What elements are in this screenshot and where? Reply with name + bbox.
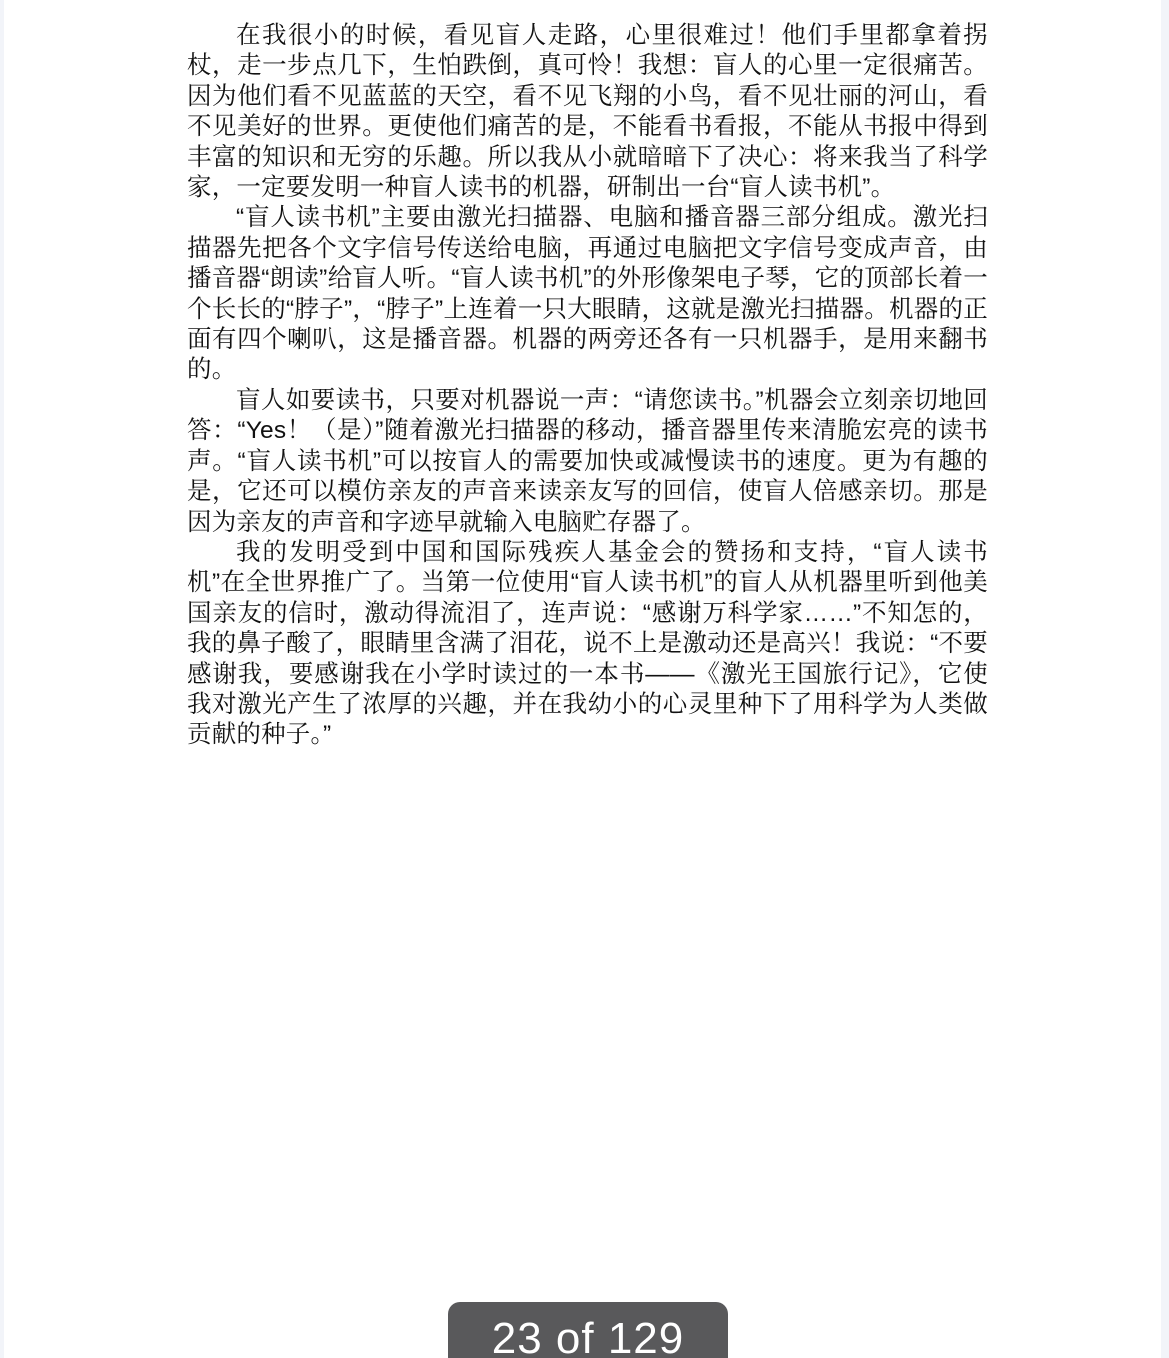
paragraph: “盲人读书机”主要由激光扫描器、电脑和播音器三部分组成。激光扫描器先把各个文字信号传送给电脑，再通过电脑把文字信号变成声音，由播音器“朗读”给盲人听。“盲人读书机”的外形像架电子琴，它的顶部长着一个长长的“脖子”，“脖子”上连着一只大眼睛，这就是激光扫描器。机器的正面有四个喇叭，这是播音器。机器的两旁还各有一只机器手，是用来翻书的。 (187, 204, 988, 384)
paragraph: 我的发明受到中国和国际残疾人基金会的赞扬和支持，“盲人读书机”在全世界推广了。当第一位使用“盲人读书机”的盲人从机器里听到他美国亲友的信时，激动得流泪了，连声说：“感谢万科学家……”不知怎的，我的鼻子酸了，眼睛里含满了泪花，说不上是激动还是高兴！我说：“不要感谢我，要感谢我在小学时读过的一本书——《激光王国旅行记》，它使我对激光产生了浓厚的兴趣，并在我幼小的心灵里种下了用科学为人类做贡献的种子。” (187, 538, 988, 749)
right-edge-strip (1161, 0, 1169, 1358)
left-edge-strip (0, 0, 4, 1358)
page-indicator-label: 23 of 129 (491, 1314, 685, 1358)
paragraph: 在我很小的时候，看见盲人走路，心里很难过！他们手里都拿着拐杖，走一步点几下，生怕跌倒，真可怜！我想：盲人的心里一定很痛苦。因为他们看不见蓝蓝的天空，看不见飞翔的小鸟，看不见壮丽的河山，看不见美好的世界。更使他们痛苦的是，不能看书看报，不能从书报中得到丰富的知识和无穷的乐趣。所以我从小就暗暗下了决心：将来我当了科学家，一定要发明一种盲人读书的机器，研制出一台“盲人读书机”。 (187, 22, 988, 202)
paragraph: 盲人如要读书，只要对机器说一声：“请您读书。”机器会立刻亲切地回答：“Yes！（是）”随着激光扫描器的移动，播音器里传来清脆宏亮的读书声。“盲人读书机”可以按盲人的需要加快或减慢读书的速度。更为有趣的是，它还可以模仿亲友的声音来读亲友写的回信，使盲人倍感亲切。那是因为亲友的声音和字迹早就输入电脑贮存器了。 (187, 386, 988, 536)
page-indicator-badge (448, 1302, 728, 1358)
document-text-column (187, 21, 988, 751)
